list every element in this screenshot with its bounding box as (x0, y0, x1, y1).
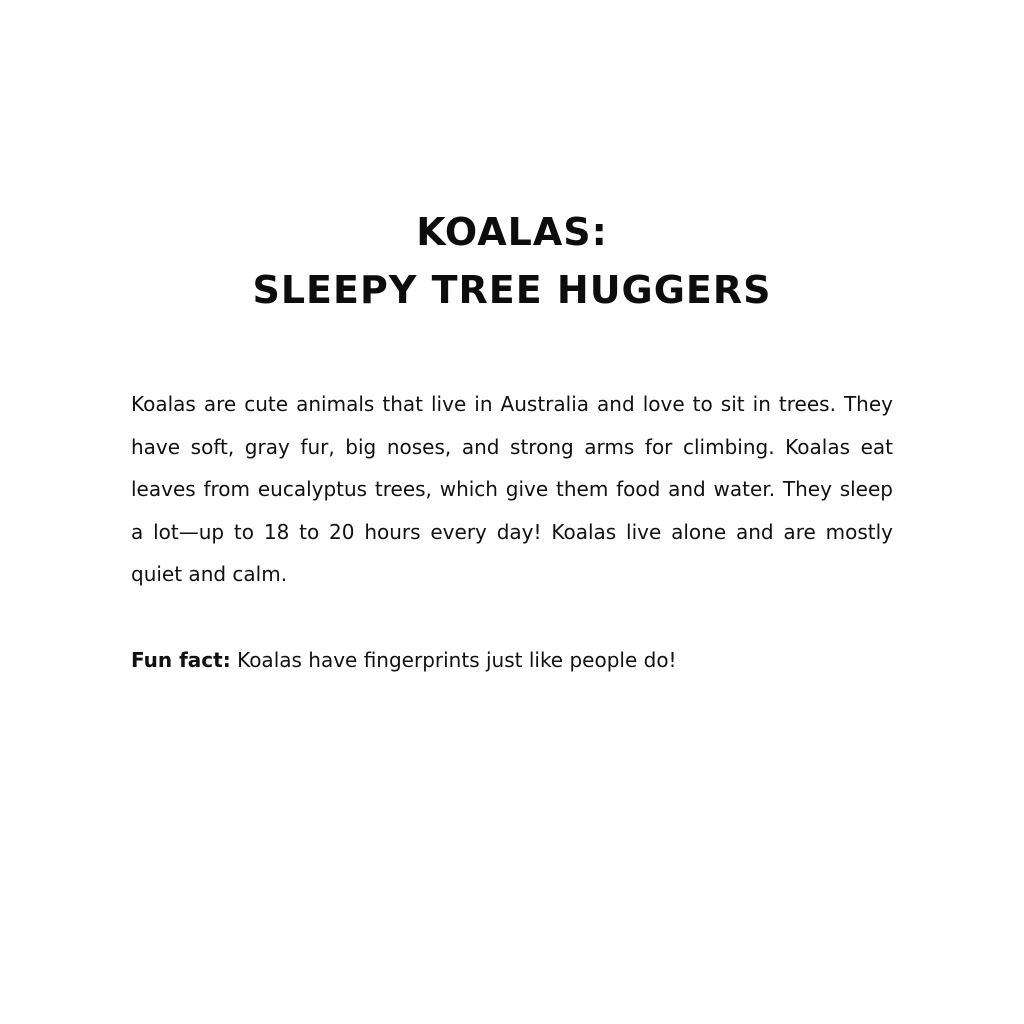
fun-fact-label: Fun fact: (131, 648, 231, 672)
title-line-1: KOALAS: (416, 210, 608, 254)
title-line-2: SLEEPY TREE HUGGERS (252, 268, 772, 312)
page-title (0, 203, 1024, 319)
body-paragraph: Koalas are cute animals that live in Australia and love to sit in trees. They have soft, gray fur, big noses, and strong arms for climbing. Koalas eat leaves from eucalyptus trees, which give them food and water. They sleep a lot—up to 18 to 20 hours every day! Koalas live alone and are mostly quiet and calm. (131, 392, 893, 586)
fun-fact-text: Koalas have fingerprints just like people do! (230, 648, 677, 672)
fun-fact (131, 641, 893, 679)
